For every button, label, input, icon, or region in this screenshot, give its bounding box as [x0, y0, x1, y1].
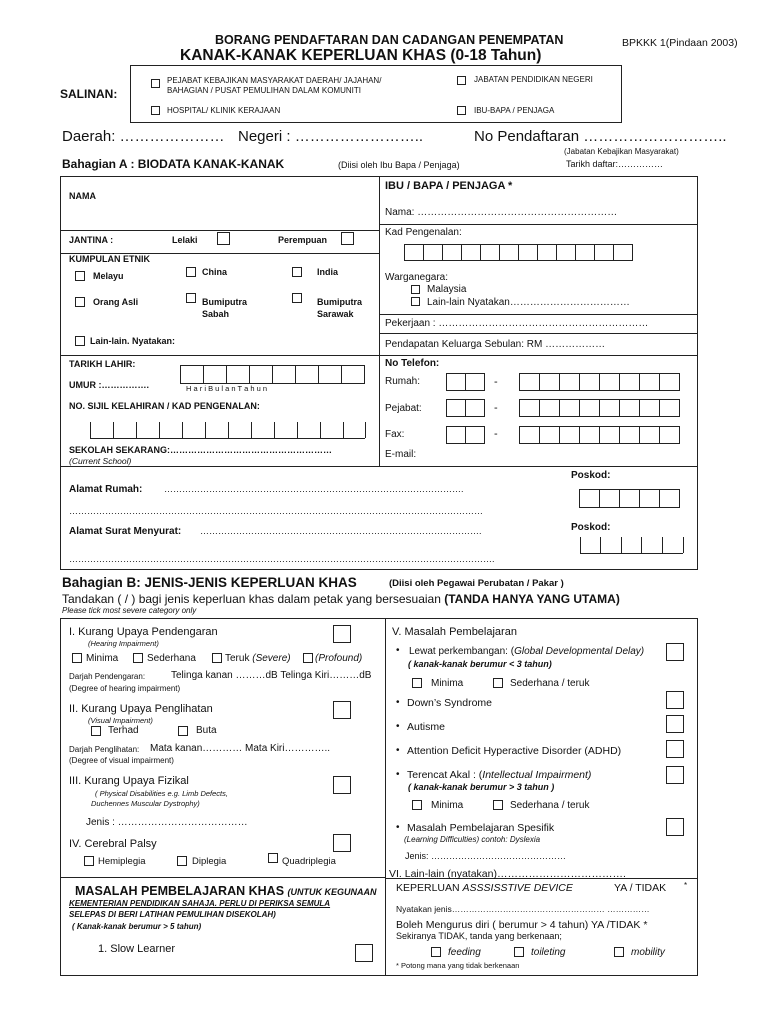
- sijil-boxes[interactable]: [90, 438, 365, 439]
- lewat-minima-checkbox[interactable]: [412, 678, 422, 688]
- hearing-teruk-label: Teruk (Severe): [225, 653, 291, 664]
- hearing-checkbox[interactable]: [333, 625, 351, 643]
- nama-penjaga-field[interactable]: Nama: ……………………………………………………: [385, 207, 618, 218]
- hemiplegia-checkbox[interactable]: [84, 856, 94, 866]
- lewat-minima-label: Minima: [431, 678, 464, 689]
- section-b-instruction: Tandakan ( / ) bagi jenis keperluan khas dalam petak yang bersesuaian (TANDA HANYA YANG UTAMA): [62, 592, 620, 606]
- warganegara-label: Warganegara:: [385, 272, 448, 283]
- china-label: China: [202, 267, 228, 277]
- current-school-label: (Current School): [69, 456, 132, 466]
- pejabat-label: Pejabat:: [385, 403, 422, 414]
- melayu-checkbox[interactable]: [75, 271, 85, 281]
- salinan-jpn-checkbox[interactable]: [457, 76, 466, 85]
- quadriplegia-checkbox[interactable]: [268, 853, 278, 863]
- pejabat-dash: -: [494, 402, 498, 414]
- email-label: E-mail:: [385, 449, 417, 460]
- pendapatan-field[interactable]: Pendapatan Keluarga Sebulan: RM ………………: [385, 339, 606, 350]
- bullet-down: •: [396, 697, 400, 708]
- telinga-field[interactable]: Telinga kanan ………dB Telinga Kiri………dB: [171, 670, 372, 681]
- bullet-autisme: •: [396, 721, 400, 732]
- visual-heading: II. Kurang Upaya Penglihatan: [69, 703, 213, 715]
- mpk-note-1: KEMENTERIAN PENDIDIKAN SAHAJA. PERLU DI PERIKSA SEMULA: [69, 899, 331, 908]
- fax-label: Fax:: [385, 429, 405, 440]
- hearing-minima-checkbox[interactable]: [72, 653, 82, 663]
- spesifik-en: (Learning Difficulties) contoh: Dyslexia: [404, 835, 541, 844]
- lainlain-warga-checkbox[interactable]: [411, 297, 420, 306]
- physical-checkbox[interactable]: [333, 776, 351, 794]
- diplegia-checkbox[interactable]: [177, 856, 187, 866]
- terencat-sederhana-checkbox[interactable]: [493, 800, 503, 810]
- section-b-note: (Diisi oleh Pegawai Perubatan / Pakar ): [389, 578, 564, 589]
- autisme-checkbox[interactable]: [666, 715, 684, 733]
- hearing-minima-label: Minima: [86, 653, 119, 664]
- terhad-checkbox[interactable]: [91, 726, 101, 736]
- toileting-checkbox[interactable]: [514, 947, 524, 957]
- mata-field[interactable]: Mata kanan………… Mata Kiri…………..: [150, 743, 331, 754]
- buta-checkbox[interactable]: [178, 726, 188, 736]
- bsarawak-checkbox[interactable]: [292, 293, 302, 303]
- salinan-jkm-label-2: BAHAGIAN / PUSAT PEMULIHAN DALAM KOMUNITI: [167, 86, 361, 95]
- malaysia-checkbox[interactable]: [411, 285, 420, 294]
- feeding-checkbox[interactable]: [431, 947, 441, 957]
- cp-checkbox[interactable]: [333, 834, 351, 852]
- orangasli-checkbox[interactable]: [75, 297, 85, 307]
- lewat-label: Lewat perkembangan: (Global Developmental Delay): [409, 646, 645, 657]
- terencat-sederhana-label: Sederhana / teruk: [510, 800, 590, 811]
- physical-jenis-field[interactable]: Jenis : …………………………………: [86, 817, 248, 828]
- toileting-label: toileting: [531, 947, 566, 958]
- kad-pengenalan-boxes[interactable]: [405, 244, 633, 261]
- hearing-sederhana-label: Sederhana: [147, 653, 196, 664]
- terencat-age-note: ( kanak-kanak berumur > 3 tahun ): [408, 782, 555, 792]
- lainlain-warga-field[interactable]: Lain-lain Nyatakan………………………………: [427, 297, 630, 308]
- autisme-label: Autisme: [407, 721, 445, 733]
- cp-heading: IV. Cerebral Palsy: [69, 838, 157, 850]
- buta-label: Buta: [196, 725, 217, 736]
- salinan-ibubapa-label: IBU-BAPA / PENJAGA: [474, 106, 555, 115]
- poskod-surat-label: Poskod:: [571, 522, 611, 533]
- umur-field[interactable]: UMUR :…………….: [69, 380, 149, 390]
- tarikh-lahir-boxes[interactable]: [181, 365, 365, 384]
- diplegia-label: Diplegia: [192, 856, 227, 867]
- darjah-pendengaran-label: Darjah Pendengaran:: [69, 672, 146, 681]
- rumah-area-code-boxes[interactable]: [447, 373, 485, 391]
- sijil-label: NO. SIJIL KELAHIRAN / KAD PENGENALAN:: [69, 401, 260, 411]
- rumah-dash: -: [494, 376, 498, 388]
- assistive-star: *: [684, 881, 688, 890]
- no-telefon-label: No Telefon:: [385, 358, 440, 369]
- tarikh-daftar-field[interactable]: Tarikh daftar:……………: [566, 159, 664, 169]
- form-title-line2: KANAK-KANAK KEPERLUAN KHAS (0-18 Tahun): [180, 47, 542, 64]
- visual-checkbox[interactable]: [333, 701, 351, 719]
- degree-visual-label: (Degree of visual impairment): [69, 756, 174, 765]
- alamat-rumah-field-1[interactable]: ……………………………………………………………………………………….: [164, 484, 464, 494]
- bsabah-label-2: Sabah: [202, 309, 230, 319]
- salinan-ibubapa-checkbox[interactable]: [457, 106, 466, 115]
- salinan-hospital-label: HOSPITAL/ KLINIK KERAJAAN: [167, 106, 281, 115]
- rumah-label: Rumah:: [385, 376, 421, 387]
- tarikh-lahir-label: TARIKH LAHIR:: [69, 359, 136, 369]
- salinan-jkm-checkbox[interactable]: [151, 79, 160, 88]
- nama-label: NAMA: [69, 191, 96, 201]
- tick-most-severe-note: Please tick most severe category only: [62, 606, 197, 615]
- spesifik-label: Masalah Pembelajaran Spesifik: [407, 822, 555, 834]
- physical-en-2: Duchennes Muscular Dystrophy): [91, 799, 200, 808]
- bullet-terencat: •: [396, 769, 400, 780]
- rumah-number-boxes[interactable]: [520, 373, 680, 391]
- hari-bulan-tahun-label: H a r i B u l a n T a h u n: [186, 384, 268, 393]
- bullet-lewat: •: [396, 645, 400, 656]
- physical-en-1: ( Physical Disabilities e.g. Limb Defects,: [95, 789, 228, 798]
- section-a-title: Bahagian A : BIODATA KANAK-KANAK: [62, 157, 285, 171]
- bsarawak-label-1: Bumiputra: [317, 297, 362, 307]
- lainlain-etnik-label: Lain-lain. Nyatakan:: [90, 336, 176, 346]
- form-code: BPKKK 1(Pindaan 2003): [622, 37, 738, 49]
- lainlain-nyatakan-field[interactable]: VI. Lain-lain (nyatakan)……………………………….: [389, 868, 626, 880]
- hemiplegia-label: Hemiplegia: [98, 856, 146, 867]
- alamat-rumah-label: Alamat Rumah:: [69, 484, 143, 495]
- jkm-note: (Jabatan Kebajikan Masyarakat): [564, 147, 679, 156]
- slow-learner-label: 1. Slow Learner: [98, 943, 176, 955]
- assistive-ya-tidak[interactable]: YA / TIDAK: [614, 882, 667, 894]
- terencat-minima-label: Minima: [431, 800, 464, 811]
- terencat-minima-checkbox[interactable]: [412, 800, 422, 810]
- mpk-note-2: SELEPAS DI BERI LATIHAN PEMULIHAN DISEKOLAH): [69, 910, 276, 919]
- lainlain-etnik-checkbox[interactable]: [75, 336, 85, 346]
- visual-en: (Visual Impairment): [88, 716, 153, 725]
- sekolah-field[interactable]: SEKOLAH SEKARANG:………………………………………………: [69, 445, 333, 455]
- darjah-penglihatan-label: Darjah Penglihatan:: [69, 745, 140, 754]
- lewat-age-note: ( kanak-kanak berumur < 3 tahun): [408, 659, 552, 669]
- alamat-surat-field-2[interactable]: …………………………………………………………………………………………………………………………….: [69, 554, 495, 564]
- learning-heading: V. Masalah Pembelajaran: [392, 626, 517, 638]
- slow-learner-checkbox[interactable]: [355, 944, 373, 962]
- lelaki-checkbox[interactable]: [217, 232, 230, 245]
- lewat-sederhana-label: Sederhana / teruk: [510, 678, 590, 689]
- hearing-heading: I. Kurang Upaya Pendengaran: [69, 626, 218, 638]
- pejabat-number-boxes[interactable]: [520, 399, 680, 417]
- daerah-field[interactable]: Daerah: …………………: [62, 128, 225, 145]
- mpk-heading: MASALAH PEMBELAJARAN KHAS (UNTUK KEGUNAAN: [75, 884, 377, 898]
- salinan-hospital-checkbox[interactable]: [151, 106, 160, 115]
- form-title-line1: BORANG PENDAFTARAN DAN CADANGAN PENEMPATAN: [215, 33, 564, 47]
- degree-hearing-label: (Degree of hearing impairment): [69, 684, 181, 693]
- terencat-label: Terencat Akal : (Intellectual Impairment): [407, 769, 592, 781]
- india-label: India: [317, 267, 339, 277]
- spesifik-checkbox[interactable]: [666, 818, 684, 836]
- poskod-surat-boxes[interactable]: [580, 553, 683, 554]
- adhd-checkbox[interactable]: [666, 740, 684, 758]
- assistive-label: KEPERLUAN ASSSISSTIVE DEVICE: [396, 882, 573, 894]
- salinan-jpn-label: JABATAN PENDIDIKAN NEGERI: [474, 75, 593, 84]
- mpk-note-3: ( Kanak-kanak berumur > 5 tahun): [72, 922, 202, 931]
- fax-area-code-boxes[interactable]: [447, 426, 485, 444]
- terhad-label: Terhad: [108, 725, 139, 736]
- alamat-surat-label: Alamat Surat Menyurat:: [69, 526, 182, 537]
- terencat-checkbox[interactable]: [666, 766, 684, 784]
- quadriplegia-label: Quadriplegia: [282, 856, 336, 867]
- boleh-mengurus-label: Boleh Mengurus diri ( berumur > 4 tahun) YA /TIDAK *: [396, 919, 648, 931]
- alamat-rumah-field-2[interactable]: …………………………………………………………………………………………………………………………: [69, 506, 483, 516]
- mobility-checkbox[interactable]: [614, 947, 624, 957]
- india-checkbox[interactable]: [292, 267, 302, 277]
- pejabat-area-code-boxes[interactable]: [447, 399, 485, 417]
- hearing-sederhana-checkbox[interactable]: [133, 653, 143, 663]
- poskod-rumah-label: Poskod:: [571, 470, 611, 481]
- salinan-jkm-label-1: PEJABAT KEBAJIKAN MASYARAKAT DAERAH/ JAJAHAN/: [167, 76, 382, 85]
- lewat-checkbox[interactable]: [666, 643, 684, 661]
- hearing-en: (Hearing Impairment): [88, 639, 159, 648]
- lewat-sederhana-checkbox[interactable]: [493, 678, 503, 688]
- section-a-note: (Diisi oleh Ibu Bapa / Penjaga): [338, 160, 460, 170]
- perempuan-label: Perempuan: [278, 235, 328, 245]
- fax-number-boxes[interactable]: [520, 426, 680, 444]
- bullet-spesifik: •: [396, 822, 400, 833]
- melayu-label: Melayu: [93, 271, 124, 281]
- down-label: Down’s Syndrome: [407, 697, 493, 709]
- sekiranya-label: Sekiranya TIDAK, tanda yang berkenaan;: [396, 931, 562, 941]
- bsabah-checkbox[interactable]: [186, 293, 196, 303]
- hearing-profound-checkbox[interactable]: [303, 653, 313, 663]
- section-b-title: Bahagian B: JENIS-JENIS KEPERLUAN KHAS: [62, 575, 357, 590]
- hearing-teruk-checkbox[interactable]: [212, 653, 222, 663]
- etnik-label: KUMPULAN ETNIK: [69, 254, 150, 264]
- salinan-label: SALINAN:: [60, 87, 118, 101]
- fax-dash: -: [494, 428, 498, 440]
- jantina-label: JANTINA :: [69, 235, 114, 245]
- feeding-label: feeding: [448, 947, 481, 958]
- spesifik-jenis-field[interactable]: Jenis: ………………………………………: [405, 851, 567, 861]
- bullet-adhd: •: [396, 745, 400, 756]
- china-checkbox[interactable]: [186, 267, 196, 277]
- mobility-label: mobility: [631, 947, 665, 958]
- hearing-profound-label: (Profound): [315, 653, 363, 664]
- physical-heading: III. Kurang Upaya Fizikal: [69, 775, 189, 787]
- down-checkbox[interactable]: [666, 691, 684, 709]
- pekerjaan-field[interactable]: Pekerjaan : ………………………………………………………: [385, 318, 649, 329]
- kad-pengenalan-label: Kad Pengenalan:: [385, 227, 462, 238]
- malaysia-label: Malaysia: [427, 284, 467, 295]
- bsarawak-label-2: Sarawak: [317, 309, 354, 319]
- ibubapa-label: IBU / BAPA / PENJAGA *: [385, 180, 513, 192]
- orangasli-label: Orang Asli: [93, 297, 139, 307]
- negeri-field[interactable]: Negeri : ……………………..: [238, 128, 424, 145]
- perempuan-checkbox[interactable]: [341, 232, 354, 245]
- lelaki-label: Lelaki: [172, 235, 198, 245]
- no-pendaftaran-field[interactable]: No Pendaftaran ………………………..: [474, 128, 727, 145]
- poskod-rumah-boxes[interactable]: [580, 489, 680, 508]
- alamat-surat-field-1[interactable]: ………………………………………………………………………………….: [200, 526, 482, 536]
- bsabah-label-1: Bumiputra: [202, 297, 247, 307]
- adhd-label: Attention Deficit Hyperactive Disorder (ADHD): [407, 745, 622, 757]
- nyatakan-jenis-field[interactable]: Nyatakan jenis……………………………………………… ……………: [396, 904, 650, 914]
- potong-note: * Potong mana yang tidak berkenaan: [396, 961, 520, 970]
